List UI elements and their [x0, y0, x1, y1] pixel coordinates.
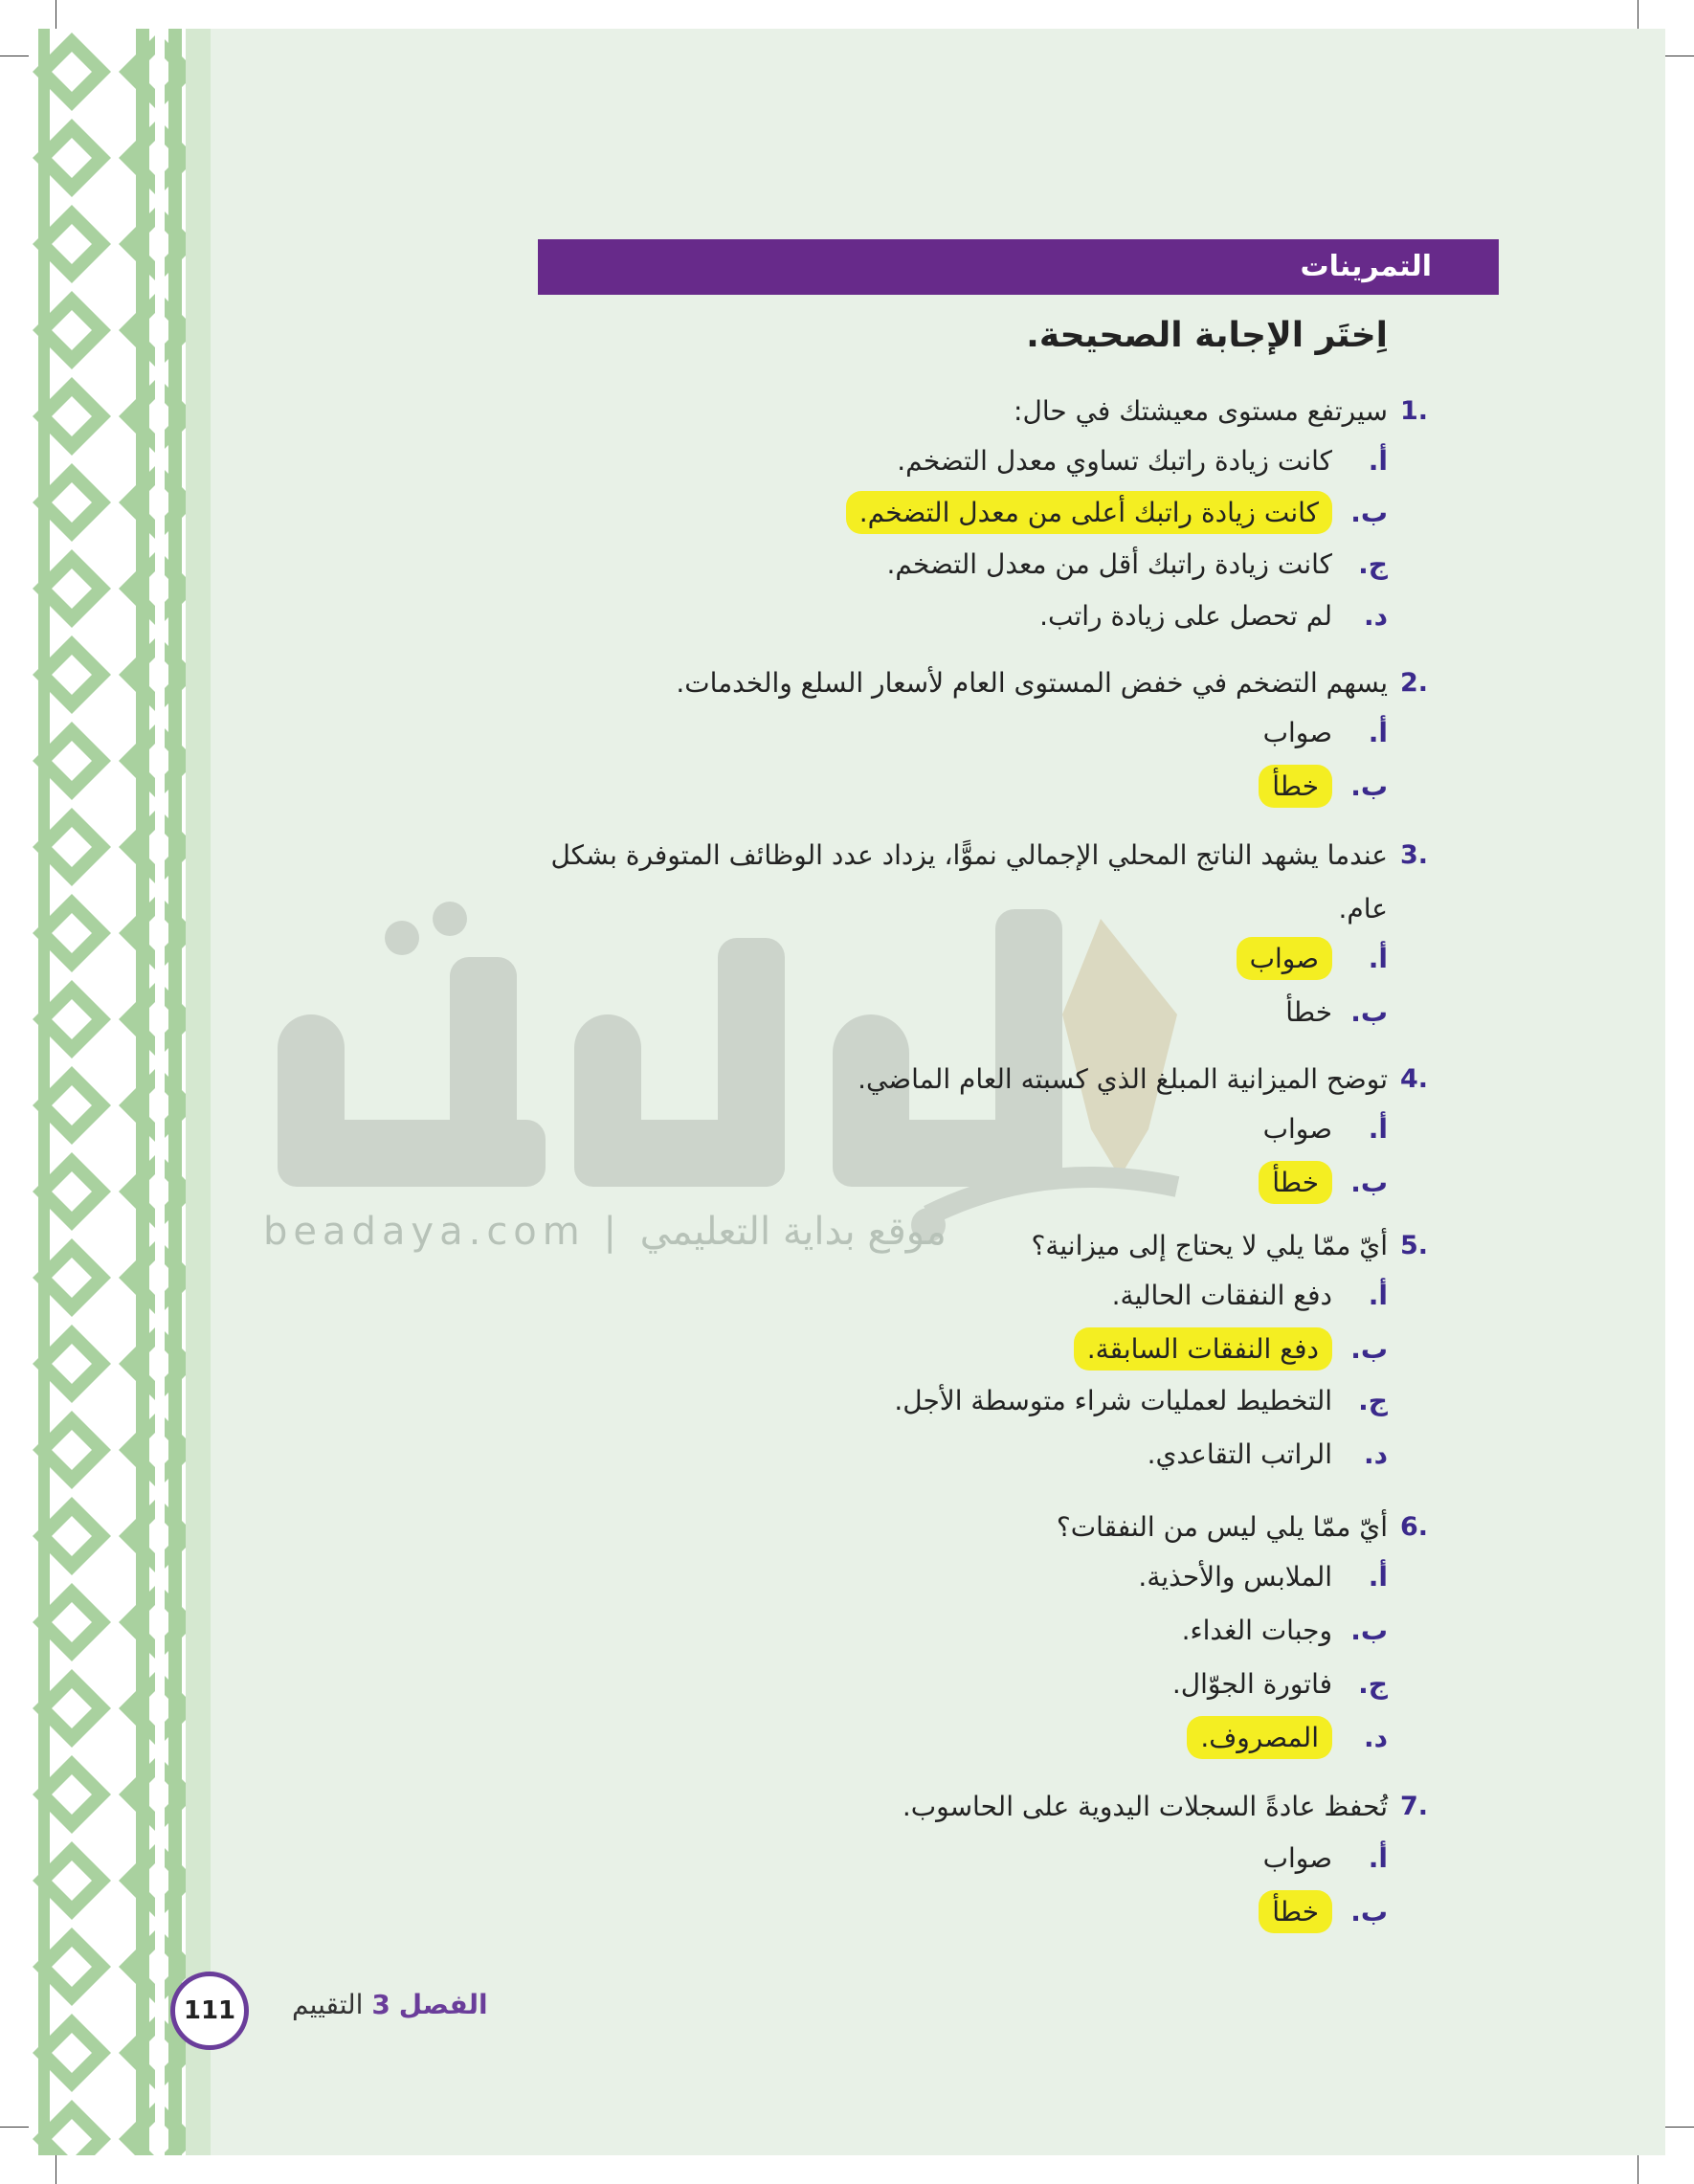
option-text-highlighted: خطأ — [1259, 1890, 1332, 1933]
option-text: صواب — [1262, 1113, 1332, 1145]
question-text: عندما يشهد الناتج المحلي الإجمالي نموًّا، يزداد عدد الوظائف المتوفرة بشكل عام. — [550, 839, 1388, 925]
question-1 — [546, 385, 1428, 438]
option[interactable] — [1112, 1277, 1388, 1315]
option-correct[interactable] — [1259, 1893, 1388, 1931]
option-label: ج. — [1358, 548, 1388, 580]
question-number: 2. — [1399, 668, 1428, 698]
option-text-highlighted: خطأ — [1259, 1161, 1332, 1204]
decorative-border — [29, 29, 211, 2155]
option-text: صواب — [1262, 717, 1332, 748]
option-correct[interactable] — [846, 494, 1388, 532]
question-text: سيرتفع مستوى معيشتك في حال: — [1014, 395, 1388, 427]
option-text: خطأ — [1285, 996, 1332, 1028]
option[interactable] — [886, 546, 1388, 584]
page-number: 111 — [170, 1972, 249, 2050]
question-3 — [546, 829, 1428, 936]
footer-chapter — [292, 1989, 488, 2020]
option-label: ب. — [1350, 1896, 1388, 1928]
option[interactable] — [1285, 993, 1388, 1032]
option[interactable] — [1263, 714, 1388, 752]
question-number: 4. — [1399, 1064, 1428, 1094]
option[interactable] — [1172, 1665, 1388, 1704]
question-text: توضح الميزانية المبلغ الذي كسبته العام الماضي. — [858, 1063, 1388, 1095]
question-number: 3. — [1399, 840, 1428, 870]
option-correct[interactable] — [1237, 940, 1388, 978]
watermark-url: beadaya.com | موقع بداية التعليمي — [263, 1210, 947, 1254]
option-label: أ. — [1368, 1280, 1388, 1311]
option-label: أ. — [1368, 717, 1388, 748]
option-correct[interactable] — [1259, 1164, 1388, 1202]
chapter-label: الفصل — [398, 1989, 488, 2020]
crop-mark — [1665, 2127, 1694, 2128]
option-text: وجبات الغداء. — [1181, 1615, 1332, 1646]
option-label: أ. — [1368, 1113, 1388, 1145]
option-text-highlighted: المصروف. — [1187, 1716, 1332, 1759]
option-text: الراتب التقاعدي. — [1147, 1438, 1332, 1470]
option-label: د. — [1363, 1722, 1388, 1753]
option[interactable] — [1263, 1110, 1388, 1148]
question-number: 6. — [1399, 1512, 1428, 1542]
option-text: كانت زيادة راتبك تساوي معدل التضخم. — [897, 445, 1332, 477]
option-label: ب. — [1350, 497, 1388, 528]
question-4 — [546, 1053, 1428, 1106]
question-6 — [546, 1501, 1428, 1554]
chapter-section: التقييم — [292, 1989, 364, 2020]
option-text: كانت زيادة راتبك أقل من معدل التضخم. — [886, 548, 1332, 580]
option-label: أ. — [1368, 1561, 1388, 1593]
question-2 — [546, 657, 1428, 710]
question-number: 5. — [1399, 1231, 1428, 1260]
option-label: ج. — [1358, 1385, 1388, 1416]
option-label: ب. — [1350, 1333, 1388, 1365]
option-text-highlighted: صواب — [1237, 937, 1332, 980]
option[interactable] — [1039, 597, 1388, 635]
crop-mark — [0, 2127, 29, 2128]
question-5 — [546, 1219, 1428, 1273]
option-label: ب. — [1350, 1615, 1388, 1646]
question-7 — [546, 1780, 1428, 1834]
option-text: التخطيط لعمليات شراء متوسطة الأجل. — [894, 1385, 1332, 1416]
option-text: صواب — [1262, 1842, 1332, 1874]
option-text: دفع النفقات الحالية. — [1111, 1280, 1332, 1311]
question-text: أيّ ممّا يلي ليس من النفقات؟ — [1056, 1511, 1388, 1543]
section-header — [538, 239, 1499, 295]
question-text: أيّ ممّا يلي لا يحتاج إلى ميزانية؟ — [1031, 1230, 1388, 1261]
option-text-highlighted: كانت زيادة راتبك أعلى من معدل التضخم. — [846, 491, 1332, 534]
option-label: أ. — [1368, 445, 1388, 477]
instruction: اِختَر الإجابة الصحيحة. — [1026, 316, 1388, 355]
option[interactable] — [897, 442, 1388, 480]
option-text-highlighted: دفع النفقات السابقة. — [1074, 1327, 1332, 1371]
option-text-highlighted: خطأ — [1259, 765, 1332, 808]
option-correct[interactable] — [1187, 1719, 1388, 1757]
question-number: 7. — [1399, 1792, 1428, 1821]
option-text: فاتورة الجوّال. — [1171, 1668, 1332, 1700]
question-text: يسهم التضخم في خفض المستوى العام لأسعار السلع والخدمات. — [676, 667, 1388, 699]
option-label: د. — [1363, 1438, 1388, 1470]
option-correct[interactable] — [1074, 1330, 1388, 1369]
option-label: ج. — [1358, 1668, 1388, 1700]
option-label: ب. — [1350, 996, 1388, 1028]
option[interactable] — [1138, 1558, 1388, 1596]
option[interactable] — [1148, 1436, 1388, 1474]
border-pattern-icon — [29, 29, 211, 2155]
option[interactable] — [1182, 1612, 1388, 1650]
option-text: لم تحصل على زيادة راتب. — [1039, 600, 1332, 632]
option-label: أ. — [1368, 943, 1388, 974]
option-label: د. — [1363, 600, 1388, 632]
option-text: الملابس والأحذية. — [1138, 1561, 1332, 1593]
option-correct[interactable] — [1259, 768, 1388, 806]
question-number: 1. — [1399, 396, 1428, 426]
option-label: ب. — [1350, 1167, 1388, 1198]
option-label: أ. — [1368, 1842, 1388, 1874]
question-text: تُحفظ عادةً السجلات اليدوية على الحاسوب. — [902, 1791, 1388, 1822]
option-label: ب. — [1350, 770, 1388, 802]
chapter-number: 3 — [371, 1989, 390, 2020]
option[interactable] — [894, 1382, 1388, 1420]
section-title: التمرينات — [1300, 250, 1432, 283]
option[interactable] — [1263, 1839, 1388, 1878]
